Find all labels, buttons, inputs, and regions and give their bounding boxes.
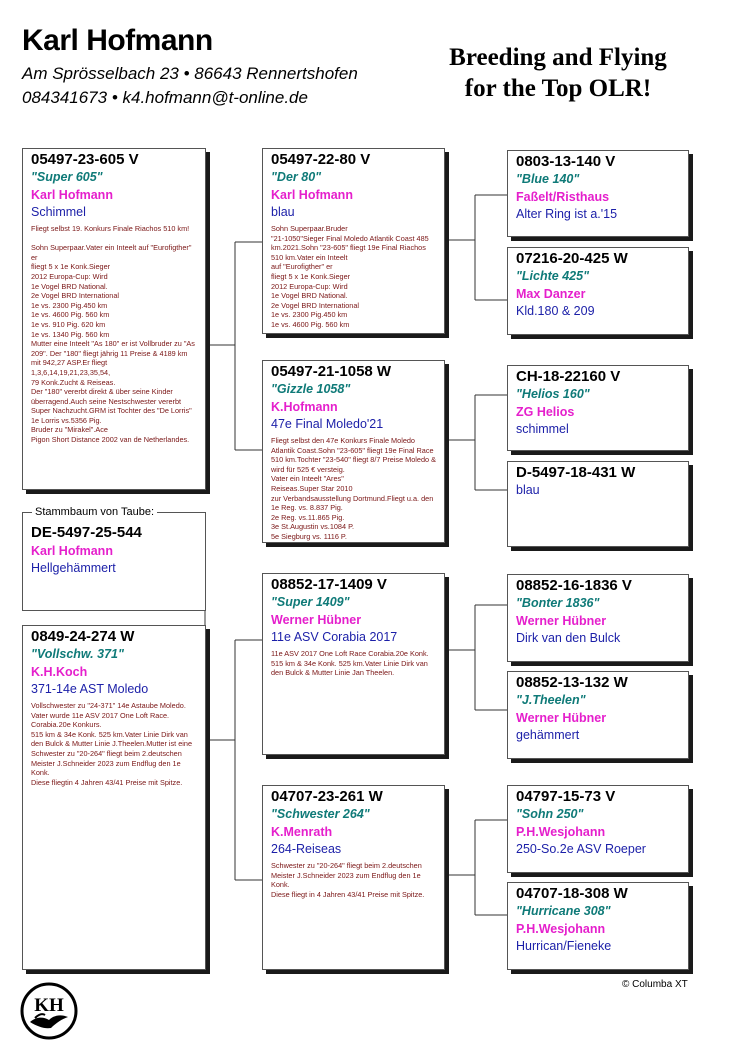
ring-number: 0849-24-274 W — [31, 628, 135, 645]
pigeon-color: Hurrican/Fieneke — [516, 939, 612, 953]
pigeon-color: 11e ASV Corabia 2017 — [271, 630, 398, 644]
pigeon-nickname: "Super 605" — [31, 170, 103, 184]
breeder-name: Karl Hofmann — [31, 188, 113, 202]
sire-dam-dam-card — [507, 461, 689, 547]
breeder-name: ZG Helios — [516, 405, 575, 419]
breeder-name: Max Danzer — [516, 287, 586, 301]
pigeon-color: blau — [516, 483, 540, 497]
performance-notes: 11e ASV 2017 One Loft Race Corabia.20e Konk. 515 km & 34e Konk. 525 km.Vater Linie Dirk van den Bulck & Mutter Linie Jan Theelen. — [271, 649, 429, 678]
pigeon-nickname: "Helios 160" — [516, 387, 590, 401]
owner-name: Karl Hofmann — [22, 24, 213, 57]
pigeon-color: Alter Ring ist a.'15 — [516, 207, 618, 221]
breeder-name: Werner Hübner — [516, 711, 607, 725]
breeder-name: K.H.Koch — [31, 665, 88, 679]
ring-number: 08852-17-1409 V — [271, 576, 387, 593]
subject-ring-number: DE-5497-25-544 — [31, 524, 142, 541]
pigeon-color: gehämmert — [516, 728, 580, 742]
pigeon-color: 47e Final Moledo'21 — [271, 417, 384, 431]
breeder-name: K.Hofmann — [271, 400, 338, 414]
dam-dam-dam-card — [507, 882, 689, 970]
ring-number: 05497-22-80 V — [271, 151, 371, 168]
sire-sire-dam-card — [507, 247, 689, 335]
breeder-name: Karl Hofmann — [271, 188, 353, 202]
pigeon-nickname: "Gizzle 1058" — [271, 382, 351, 396]
pedigree-label: Stammbaum von Taube: — [32, 506, 157, 518]
breeder-name: K.Menrath — [271, 825, 333, 839]
ring-number: 05497-21-1058 W — [271, 363, 392, 380]
performance-notes: Schwester zu "20-264" fliegt beim 2.deutschen Meister J.Schneider 2023 zum Endflug den 1e Konk. Diese fliegt in 4 Jahren 43/41 Preise mit Spitze. — [271, 861, 425, 899]
performance-notes: Vollschwester zu "24-371" 14e Astaube Moledo. Vater wurde 11e ASV 2017 One Loft Race. Corabia.20e Konkurs. 515 km & 34e Konk. 525 km.Vater Linie Dirk van den Bulck & Mutter Linie J.Theelen.Mutter ist eine Schwester zu "20-264" fliegt beim 2.deutschen Meister J.Schneider 2023 zum Endflug den 1e Konk. Diese fliegtin 4 Jahren 43/41 Preise mit Spitze. — [31, 701, 193, 787]
subject-color: Hellgehämmert — [31, 561, 116, 575]
pigeon-nickname: "Bonter 1836" — [516, 596, 600, 610]
ring-number: D-5497-18-431 W — [516, 464, 636, 481]
ring-number: CH-18-22160 V — [516, 368, 621, 385]
sire-sire-card — [262, 148, 445, 334]
ring-number: 04707-23-261 W — [271, 788, 383, 805]
pigeon-color: 264-Reiseas — [271, 842, 342, 856]
dam-dam-sire-card — [507, 785, 689, 873]
ring-number: 08852-16-1836 V — [516, 577, 632, 594]
sire-dam-card — [262, 360, 445, 543]
slogan-line-2: for the Top OLR! — [464, 75, 652, 102]
copyright-text: © Columba XT — [622, 979, 688, 990]
slogan — [428, 42, 688, 104]
breeder-name: Faßelt/Risthaus — [516, 190, 610, 204]
pigeon-nickname: "Sohn 250" — [516, 807, 584, 821]
pigeon-nickname: "Lichte 425" — [516, 269, 589, 283]
logo-initials: KH — [34, 995, 64, 1016]
dam-sire-card — [262, 573, 445, 755]
dam-sire-dam-card — [507, 671, 689, 759]
kh-dove-logo — [20, 982, 78, 1040]
subject-breeder: Karl Hofmann — [31, 544, 113, 558]
performance-notes: Fliegt selbst 19. Konkurs Finale Riachos 510 km! Sohn Superpaar.Vater ein Inteelt auf "Eurofigther" er fliegt 5 x 1e Konk.Sieger 2012 Europa-Cup: Wird 1e Vogel BRD National. 2e Vogel BRD International 1e vs. 2300 Pig.450 km 1e vs. 4600 Pig. 560 km 1e vs. 910 Pig. 620 km 1e vs. 1340 Pig. 560 km Mutter eine Inteelt "As 180" er ist Vollbruder zu "As 209". Der "180" fliegt jährig 11 Preise & 4189 km mit 942,27 ASP.Er fliegt 1,3,6,14,19,21,23,35,54, 79 Konk.Zucht & Reiseas. Der "180" vererbt direkt & über seine Kinder überragend.Auch seine Nestschwester vererbt Super Nachzucht.GRM ist Tochter des "De Lorris" 1e Lorris vs.5356 Pig. Bruder zu "Mirakel".Ace Pigon Short Distance 2002 van de Netherlandes. — [31, 224, 195, 445]
owner-address: Am Sprösselbach 23 • 86643 Rennertshofen — [22, 64, 358, 83]
pigeon-color: blau — [271, 205, 295, 219]
sire-dam-sire-card — [507, 365, 689, 451]
breeder-name: P.H.Wesjohann — [516, 825, 606, 839]
dam-card — [22, 625, 206, 970]
sire-card — [22, 148, 206, 490]
ring-number: 07216-20-425 W — [516, 250, 628, 267]
pigeon-nickname: "J.Theelen" — [516, 693, 586, 707]
slogan-line-1: Breeding and Flying — [449, 44, 667, 71]
ring-number: 04797-15-73 V — [516, 788, 616, 805]
pigeon-color: 250-So.2e ASV Roeper — [516, 842, 646, 856]
owner-contact: 084341673 • k4.hofmann@t-online.de — [22, 88, 308, 107]
pigeon-nickname: "Vollschw. 371" — [31, 647, 124, 661]
pigeon-nickname: "Blue 140" — [516, 172, 580, 186]
breeder-name: Werner Hübner — [516, 614, 607, 628]
pigeon-nickname: "Hurricane 308" — [516, 904, 611, 918]
pigeon-color: schimmel — [516, 422, 569, 436]
pigeon-color: Kld.180 & 209 — [516, 304, 595, 318]
pigeon-color: Dirk van den Bulck — [516, 631, 621, 645]
breeder-name: P.H.Wesjohann — [516, 922, 606, 936]
pigeon-color: Schimmel — [31, 205, 86, 219]
subject-card — [22, 512, 206, 611]
pigeon-color: 371-14e AST Moledo — [31, 682, 149, 696]
performance-notes: Fliegt selbst den 47e Konkurs Finale Moledo Atlantik Coast.Sohn "23-605" fliegt 19e Final Race 510 km.Tochter "23-540" fliegt 8/7 Preise Moledo & wird für 525 € versteig. Vater ein Inteelt "Ares" Reiseas.Super Star 2010 zur Verbandsausstellung Dortmund.Fliegt u.a. den 1e Reg. vs. 8.837 Pig. 2e Reg. vs.11.865 Pig. 3e St.Augustin vs.1084 P. 5e Siegburg vs. 1116 P. — [271, 436, 436, 541]
dam-sire-sire-card — [507, 574, 689, 662]
ring-number: 08852-13-132 W — [516, 674, 628, 691]
breeder-name: Werner Hübner — [271, 613, 362, 627]
dam-dam-card — [262, 785, 445, 970]
ring-number: 05497-23-605 V — [31, 151, 139, 168]
pigeon-nickname: "Schwester 264" — [271, 807, 370, 821]
pigeon-nickname: "Super 1409" — [271, 595, 350, 609]
sire-sire-sire-card — [507, 150, 689, 237]
ring-number: 0803-13-140 V — [516, 153, 616, 170]
ring-number: 04707-18-308 W — [516, 885, 628, 902]
pigeon-nickname: "Der 80" — [271, 170, 322, 184]
performance-notes: Sohn Superpaar.Bruder "21-1050"Sieger Final Moledo Atlantik Coast 485 km.2021.Sohn "23-605" fliegt 19e Final Riachos 510 km.Vater ein Inteelt auf "Eurofigther" er fliegt 5 x 1e Konk.Sieger 2012 Europa-Cup: Wird 1e Vogel BRD National. 2e Vogel BRD International 1e vs. 2300 Pig.450 km 1e vs. 4600 Pig. 560 km — [271, 224, 429, 329]
